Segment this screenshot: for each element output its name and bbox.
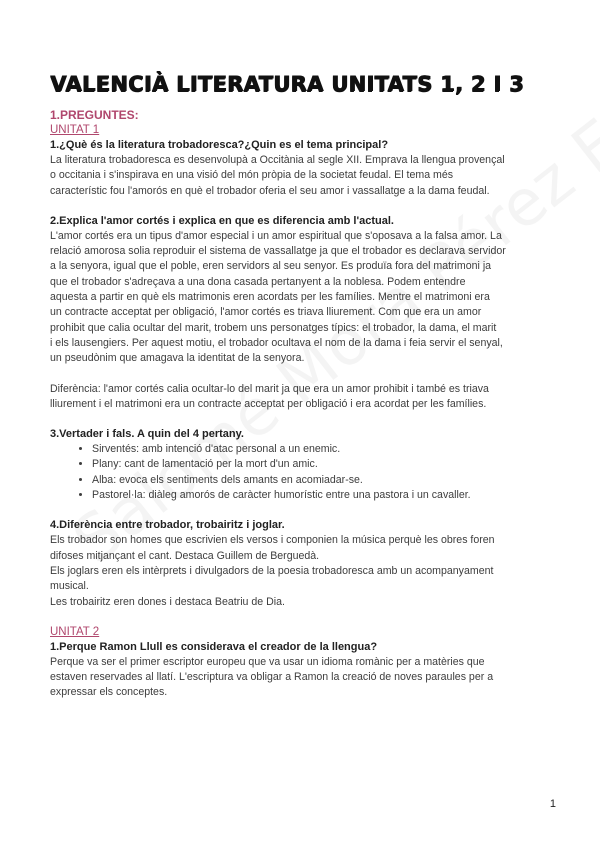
answer-line: o occitania i s'inspirava en una visió del món pròpia de la societat feudal. El tema més	[50, 169, 454, 182]
answer-line: Perque va ser el primer escriptor europeu que va usar un idioma romànic per a matèries que	[50, 655, 485, 668]
answer-line: expressar els conceptes.	[50, 686, 168, 699]
answer-line: un pseudònim que amagava la identitat de la senyora.	[50, 352, 305, 365]
list-item: • Pastorel·la: diàleg amorós de caràcter humorístic entre una pastora i un cavaller.	[92, 488, 550, 503]
answer-line: Diferència: l'amor cortés calia ocultar-lo del marit ja que era un amor prohibit i també es triava	[50, 382, 489, 395]
answer-line: aquesta a partir en què els matrimonis eren acordats per les famílies. Mentre el matrimoni era	[50, 291, 490, 304]
answer-line: difoses mitjançant el cant. Destaca Guillem de Berguedà.	[50, 549, 320, 562]
answer-line: Els joglars eren els intèrprets i divulgadors de la poesia trobadoresca amb un acompanyament	[50, 564, 494, 577]
answer-line: relació amorosa solia reproduir el sistema de vassallatge ja que el trobador es declarava servidor	[50, 245, 506, 258]
list-item: • Alba: evoca els sentiments dels amants en acomiadar-se.	[92, 473, 550, 488]
answer-line: L'amor cortés era un tipus d'amor especial i un amor espiritual que s'oposava a la falsa amor. La	[50, 229, 502, 242]
genre-list	[50, 442, 550, 503]
unit-1-question-3: 3.Vertader i fals. A quin del 4 pertany.	[50, 428, 244, 441]
answer-line: a la senyora, igual que el poble, eren servidors al seu senyor. Es produïa fora del matrimoni ja	[50, 260, 492, 273]
answer-line: musical.	[50, 580, 89, 593]
list-item: • Sirventés: amb intenció d'atac personal a un enemic.	[92, 442, 550, 457]
section-heading: 1.PREGUNTES:	[50, 108, 139, 122]
answer-line: lliurement i el matrimoni era un contracte acceptat per obligació i era acordat per les famílies.	[50, 397, 487, 410]
unit-1-heading: UNITAT 1	[50, 124, 100, 136]
answer-line: Les trobairitz eren dones i destaca Beatriu de Dia.	[50, 595, 285, 608]
document-title: VALENCIÀ LITERATURA UNITATS 1, 2 I 3	[50, 72, 524, 96]
answer-line: i els lausengiers. Per aquest motiu, el trobador ocultava el nom de la dama i feia servir el senyal,	[50, 336, 503, 349]
unit-2-heading: UNITAT 2	[50, 625, 100, 638]
unit-2-question-1: 1.Perque Ramon Llull es considerava el creador de la llengua?	[50, 640, 378, 653]
answer-line: prohibit que calia ocultar del marit, trobem uns personatges típics: el trobador, la dama, el marit	[50, 321, 497, 334]
answer-line: característic fou l'amorós en què el trobador oferia el seu amor i vassallatge a la dama feudal.	[50, 184, 490, 197]
answer-line: Els trobador son homes que escrivien els versos i componien la música perquè les obres foren	[50, 534, 495, 547]
unit-1-question-2: 2.Explica l'amor cortés i explica en que es diferencia amb l'actual.	[50, 214, 394, 227]
answer-line: que el trobador s'adreçava a una dona casada pertanyent a la noblesa. Podem entendre	[50, 275, 466, 288]
page-number: 1	[549, 798, 556, 810]
unit-1-question-4: 4.Diferència entre trobador, trobairitz i joglar.	[50, 519, 285, 532]
answer-line: estaven reservades al llatí. L'escriptura va obligar a Ramon la creació de noves paraules per a	[50, 671, 494, 684]
unit-1-question-1: 1.¿Què és la literatura trobadoresca?¿Quin es el tema principal?	[50, 139, 389, 151]
answer-line: un contracte acceptat per obligació, l'amor cortés es triava lliurement. Com que era un amor	[50, 306, 482, 319]
list-item: • Plany: cant de lamentació per la mort d'un amic.	[92, 457, 550, 472]
answer-line: La literatura trobadoresca es desenvolupà a Occitània al segle XII. Emprava la llengua provençal	[50, 154, 505, 166]
